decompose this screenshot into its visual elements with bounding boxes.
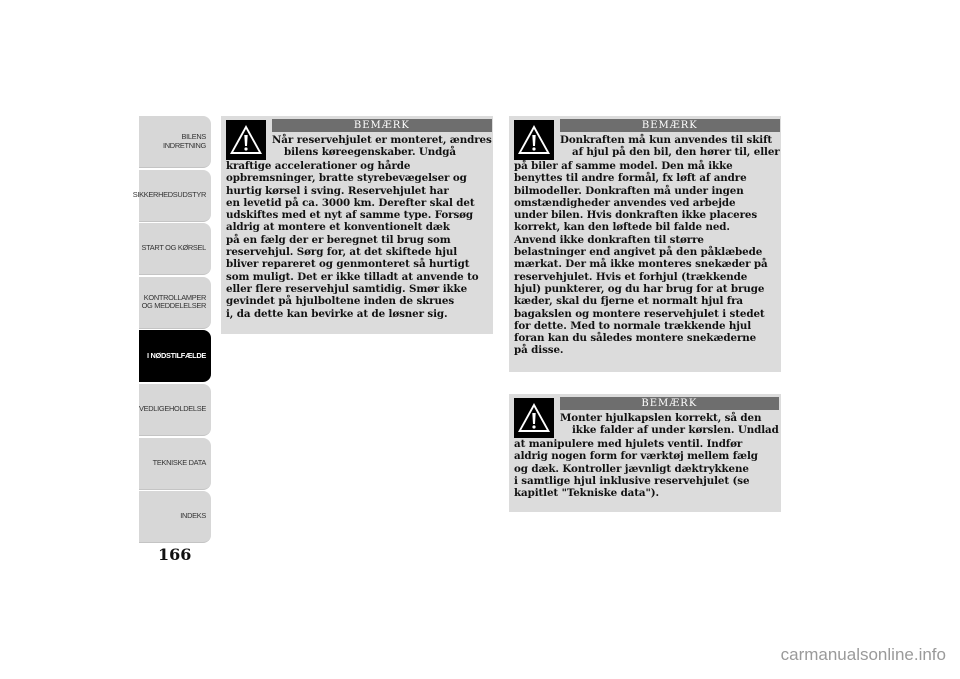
note-text-line: i samtlige hjul inklusive reservehjulet (se bbox=[514, 474, 750, 487]
warning-triangle-icon bbox=[226, 120, 266, 160]
warning-note-hubcap bbox=[509, 394, 781, 512]
note-text-line: gevindet på hjulboltene inden de skrues bbox=[226, 295, 455, 308]
note-text-line: af hjul på den bil, den hører til, eller bbox=[572, 146, 780, 159]
note-text-line: reservehjul. Sørg for, at det skiftede hjul bbox=[226, 246, 458, 259]
note-text-line: omstændigheder anvendes ved arbejde bbox=[514, 196, 736, 209]
chapter-tabs bbox=[132, 116, 211, 545]
note-text-line: bliver repareret og genmonteret så hurtigt bbox=[226, 258, 470, 271]
warning-triangle-icon bbox=[514, 398, 554, 438]
note-text-line: i, da dette kan bevirke at de løsner sig. bbox=[226, 307, 448, 320]
note-text-line: hurtig kørsel i sving. Reservehjulet har bbox=[226, 184, 449, 197]
note-text-line: på biler af samme model. Den må ikke bbox=[514, 160, 733, 172]
warning-triangle-icon bbox=[514, 120, 554, 160]
note-text-line: hjul) punkterer, og du har brug for at bruge bbox=[514, 282, 765, 295]
note-text-line: Anvend ikke donkraften til større bbox=[514, 233, 704, 246]
note-text-line: på en fælg der er beregnet til brug som bbox=[226, 233, 451, 246]
note-text-line: belastninger end angivet på den påklæbede bbox=[514, 246, 763, 259]
note-text-line: reservehjulet. Hvis et forhjul (trækkende bbox=[514, 270, 748, 283]
note-text-line: udskiftes med et nyt af samme type. Forsøg bbox=[226, 209, 474, 222]
note-header bbox=[514, 119, 780, 160]
note-text-line: en levetid på ca. 3000 km. Derefter skal det bbox=[226, 196, 475, 209]
note-text-line: at manipulere med hjulets ventil. Indfør bbox=[514, 438, 743, 450]
note-text-line: kapitlet "Tekniske data"). bbox=[514, 487, 659, 500]
note-text-line: mærkat. Der må ikke monteres snekæder på bbox=[514, 258, 768, 271]
chapter-tab[interactable]: START OG KØRSEL bbox=[139, 223, 211, 275]
note-title: BEMÆRK bbox=[560, 397, 779, 410]
note-text-line: på disse. bbox=[514, 344, 564, 357]
note-text-line: bilmodeller. Donkraften må under ingen bbox=[514, 184, 744, 197]
note-text-line: kraftige accelerationer og hårde bbox=[226, 160, 411, 172]
page-number: 166 bbox=[158, 545, 192, 564]
note-text-line: og dæk. Kontroller jævnligt dæktrykkene bbox=[514, 462, 749, 475]
note-body bbox=[226, 160, 488, 320]
note-text-line: som muligt. Det er ikke tilladt at anvende to bbox=[226, 270, 479, 283]
note-text-line: kæder, skal du fjerne et normalt hjul fra bbox=[514, 295, 744, 308]
watermark: carmanualsonline.info bbox=[780, 645, 946, 664]
note-body bbox=[514, 160, 776, 357]
note-text-line: korrekt, kan den løftede bil falde ned. bbox=[514, 221, 730, 234]
note-text-line: opbremsninger, bratte styrebevægelser og bbox=[226, 172, 467, 185]
note-text-line: benyttes til andre formål, fx løft af andre bbox=[514, 172, 747, 185]
note-header bbox=[226, 119, 492, 160]
note-text-line: under bilen. Hvis donkraften ikke placeres bbox=[514, 209, 758, 222]
warning-note-spare-wheel bbox=[221, 116, 493, 334]
chapter-tab[interactable]: VEDLIGEHOLDELSE bbox=[139, 384, 211, 436]
chapter-tab[interactable]: SIKKERHEDSUDSTYR bbox=[139, 170, 211, 222]
note-title: BEMÆRK bbox=[560, 119, 780, 132]
note-header bbox=[514, 397, 779, 438]
warning-note-jack bbox=[509, 116, 781, 372]
note-text-line: Når reservehjulet er monteret, ændres bbox=[272, 134, 492, 146]
note-text-line: ikke falder af under kørslen. Undlad bbox=[572, 424, 779, 437]
note-text-line: foran kan du således montere snekæderne bbox=[514, 332, 757, 345]
note-text-line: bilens køreegenskaber. Undgå bbox=[284, 146, 456, 159]
note-text-line: Donkraften må kun anvendes til skift bbox=[560, 134, 773, 146]
chapter-tab[interactable]: INDEKS bbox=[139, 491, 211, 543]
note-title: BEMÆRK bbox=[272, 119, 492, 132]
note-text-line: for dette. Med to normale trækkende hjul bbox=[514, 319, 752, 332]
note-text-line: aldrig nogen form for værktøj mellem fælg bbox=[514, 450, 758, 463]
note-text-line: eller flere reservehjul samtidig. Smør ikke bbox=[226, 282, 468, 295]
note-text-line: Monter hjulkapslen korrekt, så den bbox=[560, 412, 762, 424]
chapter-tab[interactable]: KONTROLLAMPER OG MEDDELELSER bbox=[139, 277, 211, 329]
chapter-tab[interactable]: BILENS INDRETNING bbox=[139, 116, 211, 168]
chapter-tab[interactable]: TEKNISKE DATA bbox=[139, 438, 211, 490]
note-text-line: aldrig at montere et konventionelt dæk bbox=[226, 221, 450, 234]
note-body bbox=[514, 438, 776, 499]
chapter-tab[interactable]: I NØDSTILFÆLDE bbox=[139, 330, 211, 382]
note-text-line: bagakslen og montere reservehjulet i stedet bbox=[514, 307, 765, 320]
